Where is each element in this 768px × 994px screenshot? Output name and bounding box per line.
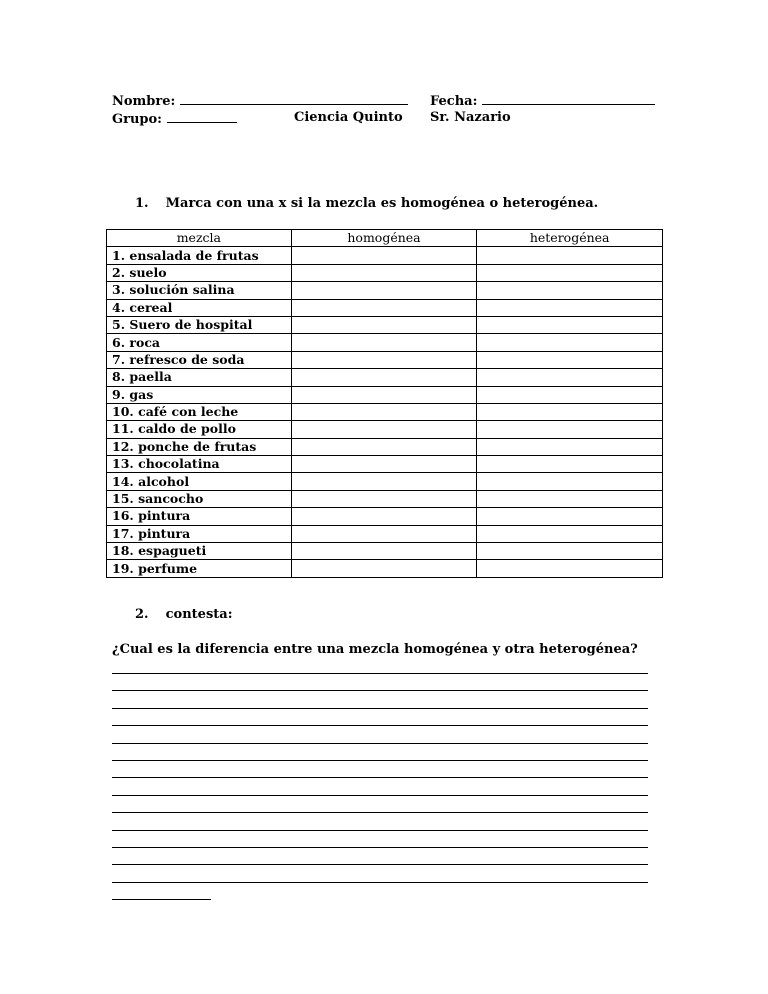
homogenea-cell[interactable] <box>291 473 477 490</box>
heterogenea-cell[interactable] <box>477 403 663 420</box>
answer-line[interactable] <box>112 725 648 726</box>
heterogenea-cell[interactable] <box>477 543 663 560</box>
heterogenea-cell[interactable] <box>477 421 663 438</box>
table-row <box>107 282 663 299</box>
heterogenea-cell[interactable] <box>477 316 663 333</box>
group-field-row <box>112 110 237 127</box>
homogenea-cell[interactable] <box>291 334 477 351</box>
table-row <box>107 456 663 473</box>
date-field-row <box>430 92 655 109</box>
mixture-name: 4. cereal <box>107 299 292 316</box>
answer-line[interactable] <box>112 882 648 883</box>
homogenea-cell[interactable] <box>291 386 477 403</box>
group-label: Grupo: <box>112 112 162 127</box>
table-row <box>107 334 663 351</box>
homogenea-cell[interactable] <box>291 421 477 438</box>
column-header-mezcla: mezcla <box>107 230 292 247</box>
heterogenea-cell[interactable] <box>477 299 663 316</box>
table-row <box>107 351 663 368</box>
answer-line[interactable] <box>112 690 648 691</box>
answer-line[interactable] <box>112 708 648 709</box>
heterogenea-cell[interactable] <box>477 386 663 403</box>
table-row <box>107 403 663 420</box>
column-header-heterogenea: heterogénea <box>477 230 663 247</box>
heterogenea-cell[interactable] <box>477 525 663 542</box>
answer-line[interactable] <box>112 830 648 831</box>
table-row <box>107 386 663 403</box>
mixture-name: 5. Suero de hospital <box>107 316 292 333</box>
mixture-name: 11. caldo de pollo <box>107 421 292 438</box>
table-row <box>107 264 663 281</box>
mixtures-table <box>106 229 663 578</box>
heterogenea-cell[interactable] <box>477 490 663 507</box>
table-row <box>107 525 663 542</box>
mixture-name: 12. ponche de frutas <box>107 438 292 455</box>
mixture-name: 1. ensalada de frutas <box>107 247 292 264</box>
heterogenea-cell[interactable] <box>477 456 663 473</box>
mixture-name: 9. gas <box>107 386 292 403</box>
table-row <box>107 508 663 525</box>
question-1-text: Marca con una x si la mezcla es homogénea o heterogénea. <box>165 196 599 211</box>
homogenea-cell[interactable] <box>291 543 477 560</box>
name-blank[interactable] <box>180 92 408 105</box>
question-1 <box>135 196 598 211</box>
subject-label: Ciencia Quinto <box>294 110 403 125</box>
answer-line[interactable] <box>112 743 648 744</box>
homogenea-cell[interactable] <box>291 351 477 368</box>
date-blank[interactable] <box>482 92 655 105</box>
heterogenea-cell[interactable] <box>477 351 663 368</box>
homogenea-cell[interactable] <box>291 490 477 507</box>
heterogenea-cell[interactable] <box>477 247 663 264</box>
teacher-label: Sr. Nazario <box>430 110 511 125</box>
table-row <box>107 421 663 438</box>
answer-line[interactable] <box>112 795 648 796</box>
answer-line[interactable] <box>112 760 648 761</box>
table-row <box>107 299 663 316</box>
name-field-row <box>112 92 408 109</box>
table-header-row <box>107 230 663 247</box>
answer-line[interactable] <box>112 812 648 813</box>
homogenea-cell[interactable] <box>291 560 477 577</box>
answer-line[interactable] <box>112 673 648 674</box>
mixture-name: 15. sancocho <box>107 490 292 507</box>
table-row <box>107 560 663 577</box>
mixture-name: 14. alcohol <box>107 473 292 490</box>
heterogenea-cell[interactable] <box>477 282 663 299</box>
mixture-name: 19. perfume <box>107 560 292 577</box>
table-row <box>107 247 663 264</box>
question-2-number: 2. <box>135 607 149 622</box>
table-row <box>107 473 663 490</box>
question-2-prompt: ¿Cual es la diferencia entre una mezcla homogénea y otra heterogénea? <box>112 642 638 657</box>
mixture-name: 2. suelo <box>107 264 292 281</box>
date-label: Fecha: <box>430 94 478 109</box>
question-1-number: 1. <box>135 196 149 211</box>
heterogenea-cell[interactable] <box>477 369 663 386</box>
homogenea-cell[interactable] <box>291 369 477 386</box>
homogenea-cell[interactable] <box>291 299 477 316</box>
answer-line[interactable] <box>112 777 648 778</box>
homogenea-cell[interactable] <box>291 264 477 281</box>
heterogenea-cell[interactable] <box>477 473 663 490</box>
homogenea-cell[interactable] <box>291 282 477 299</box>
homogenea-cell[interactable] <box>291 525 477 542</box>
heterogenea-cell[interactable] <box>477 560 663 577</box>
heterogenea-cell[interactable] <box>477 438 663 455</box>
mixture-name: 6. roca <box>107 334 292 351</box>
name-label: Nombre: <box>112 94 176 109</box>
homogenea-cell[interactable] <box>291 456 477 473</box>
homogenea-cell[interactable] <box>291 247 477 264</box>
mixture-name: 7. refresco de soda <box>107 351 292 368</box>
mixture-name: 3. solución salina <box>107 282 292 299</box>
table-row <box>107 369 663 386</box>
column-header-homogenea: homogénea <box>291 230 477 247</box>
heterogenea-cell[interactable] <box>477 264 663 281</box>
mixture-name: 17. pintura <box>107 525 292 542</box>
table-row <box>107 316 663 333</box>
mixture-name: 18. espagueti <box>107 543 292 560</box>
mixture-name: 16. pintura <box>107 508 292 525</box>
homogenea-cell[interactable] <box>291 403 477 420</box>
mixture-name: 10. café con leche <box>107 403 292 420</box>
mixture-name: 8. paella <box>107 369 292 386</box>
answer-line[interactable] <box>112 864 648 865</box>
table-row <box>107 438 663 455</box>
table-row <box>107 543 663 560</box>
table-row <box>107 490 663 507</box>
group-blank[interactable] <box>167 110 237 123</box>
homogenea-cell[interactable] <box>291 438 477 455</box>
question-2 <box>135 607 233 622</box>
question-2-text: contesta: <box>165 607 233 622</box>
heterogenea-cell[interactable] <box>477 508 663 525</box>
answer-line-short[interactable] <box>112 899 211 900</box>
heterogenea-cell[interactable] <box>477 334 663 351</box>
mixture-name: 13. chocolatina <box>107 456 292 473</box>
homogenea-cell[interactable] <box>291 316 477 333</box>
answer-line[interactable] <box>112 847 648 848</box>
homogenea-cell[interactable] <box>291 508 477 525</box>
